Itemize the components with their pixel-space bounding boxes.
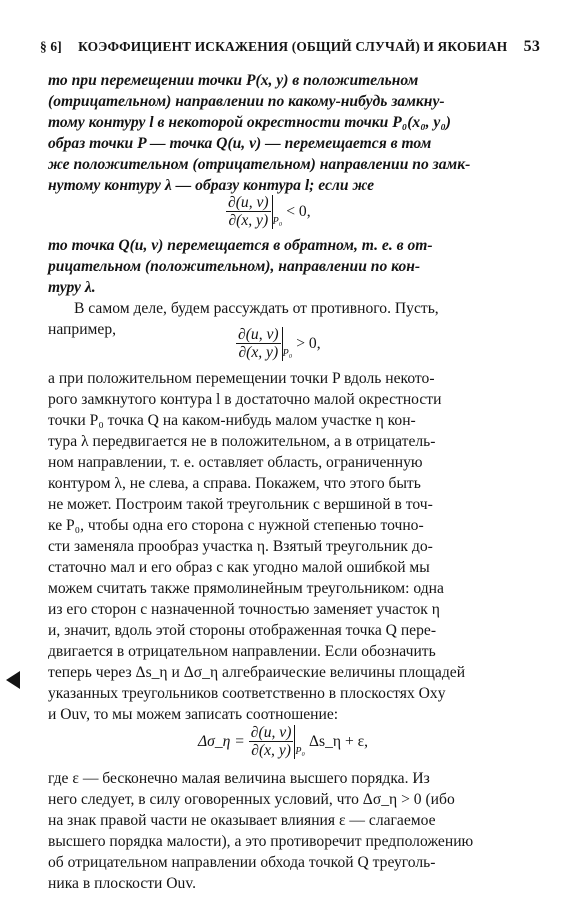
theorem-line: туру λ. xyxy=(48,279,96,296)
margin-arrow-mark xyxy=(6,671,20,689)
proof-line: рого замкнутого контура l в достаточно малой окрестности xyxy=(48,391,442,408)
proof-line: точки P₀ точка Q на каком-нибудь малом участке η кон- xyxy=(48,412,416,429)
proof-line: указанных треугольников соответственно в плоскостях Oxy xyxy=(48,685,446,702)
theorem-line: (отрицательном) направлении по какому-нибудь замкну- xyxy=(48,93,445,110)
conclusion-line: ника в плоскости Ouv. xyxy=(48,875,197,892)
chapter-title: КОЭФФИЦИЕНТ ИСКАЖЕНИЯ (ОБЩИЙ СЛУЧАЙ) И ЯКОБИАН xyxy=(78,39,508,54)
proof-line: ном направлении, т. е. оставляет область, ограниченную xyxy=(48,454,423,471)
conclusion-line: на знак правой части не оказывает влияния ε — слагаемое xyxy=(48,812,436,829)
proof-line: ке P₀, чтобы одна его сторона с нужной степенью точно- xyxy=(48,517,424,534)
proof-line: можем считать также прямолинейным треугольником: одна xyxy=(48,580,444,597)
conclusion-line: где ε — бесконечно малая величина высшего порядка. Из xyxy=(48,770,430,787)
area-relation-formula: Δσ_η = $\frac{\partial(u, v)}{\partial(x, y)}$ P₀ Δs_η + ε, xyxy=(198,724,369,759)
proof-line: теперь через Δs_η и Δσ_η алгебраические величины площадей xyxy=(48,664,466,681)
proof-line: например, xyxy=(48,321,117,338)
jacobian-fraction: $\frac{\partial(u, v)}{\partial(x, y)}$ xyxy=(250,724,292,759)
conclusion-line: об отрицательном направлении обхода точкой Q треуголь- xyxy=(48,854,436,871)
section-ref: § 6] xyxy=(40,39,62,54)
page-number: 53 xyxy=(523,38,540,55)
conclusion-line: него следует, в силу оговоренных условий, что Δσ_η > 0 (ибо xyxy=(48,791,455,808)
theorem-line: рицательном (положительном), направлении по кон- xyxy=(48,258,421,275)
proof-line: и Ouv, то мы можем записать соотношение: xyxy=(48,706,339,723)
theorem-line: нутому контуру λ — образу контура l; если же xyxy=(48,177,375,194)
theorem-line: тому контуру l в некоторой окрестности точки P₀(x₀, y₀) xyxy=(48,114,451,131)
jacobian-formula-positive: $\frac{\partial(u, v)}{\partial(x, y)}$ P₀ > 0, xyxy=(238,326,321,361)
theorem-line: то точка Q(u, v) перемещается в обратном, т. е. в от- xyxy=(48,237,433,254)
jacobian-formula-negative: $\frac{\partial(u, v)}{\partial(x, y)}$ P₀ < 0, xyxy=(228,194,311,229)
conclusion-line: высшего порядка малости), а это противоречит предположению xyxy=(48,833,474,850)
evaluation-bar xyxy=(294,725,295,759)
theorem-line: же положительном (отрицательном) направлении по замк- xyxy=(48,156,471,173)
theorem-line: образ точки P — точка Q(u, v) — перемещается в том xyxy=(48,135,432,152)
proof-line: тура λ передвигается не в положительном, а в отрицатель- xyxy=(48,433,436,450)
proof-line: а при положительном перемещении точки P вдоль некото- xyxy=(48,370,435,387)
proof-line: контуром λ, не слева, а справа. Покажем, что этого быть xyxy=(48,475,421,492)
proof-line: из его сторон с назначенной точностью заменяет участок η xyxy=(48,601,440,618)
jacobian-fraction: $\frac{\partial(u, v)}{\partial(x, y)}$ xyxy=(228,194,269,229)
proof-line: статочно мал и его образ с как угодно малой ошибкой мы xyxy=(48,559,430,576)
theorem-line: то при перемещении точки P(x, y) в положительном xyxy=(48,72,419,89)
proof-line: В самом деле, будем рассуждать от противного. Пусть, xyxy=(74,300,439,317)
running-header xyxy=(40,38,540,56)
proof-line: и, значит, вдоль этой стороны отображенная точка Q пере- xyxy=(48,622,437,639)
proof-line: сти заменяла прообраз участка η. Взятый треугольник до- xyxy=(48,538,433,555)
evaluation-bar xyxy=(272,195,273,229)
proof-line: не может. Построим такой треугольник с вершиной в точ- xyxy=(48,496,433,513)
proof-line: двигается в отрицательном направлении. Если обозначить xyxy=(48,643,436,660)
evaluation-bar xyxy=(282,327,283,361)
jacobian-fraction: $\frac{\partial(u, v)}{\partial(x, y)}$ xyxy=(238,326,279,361)
